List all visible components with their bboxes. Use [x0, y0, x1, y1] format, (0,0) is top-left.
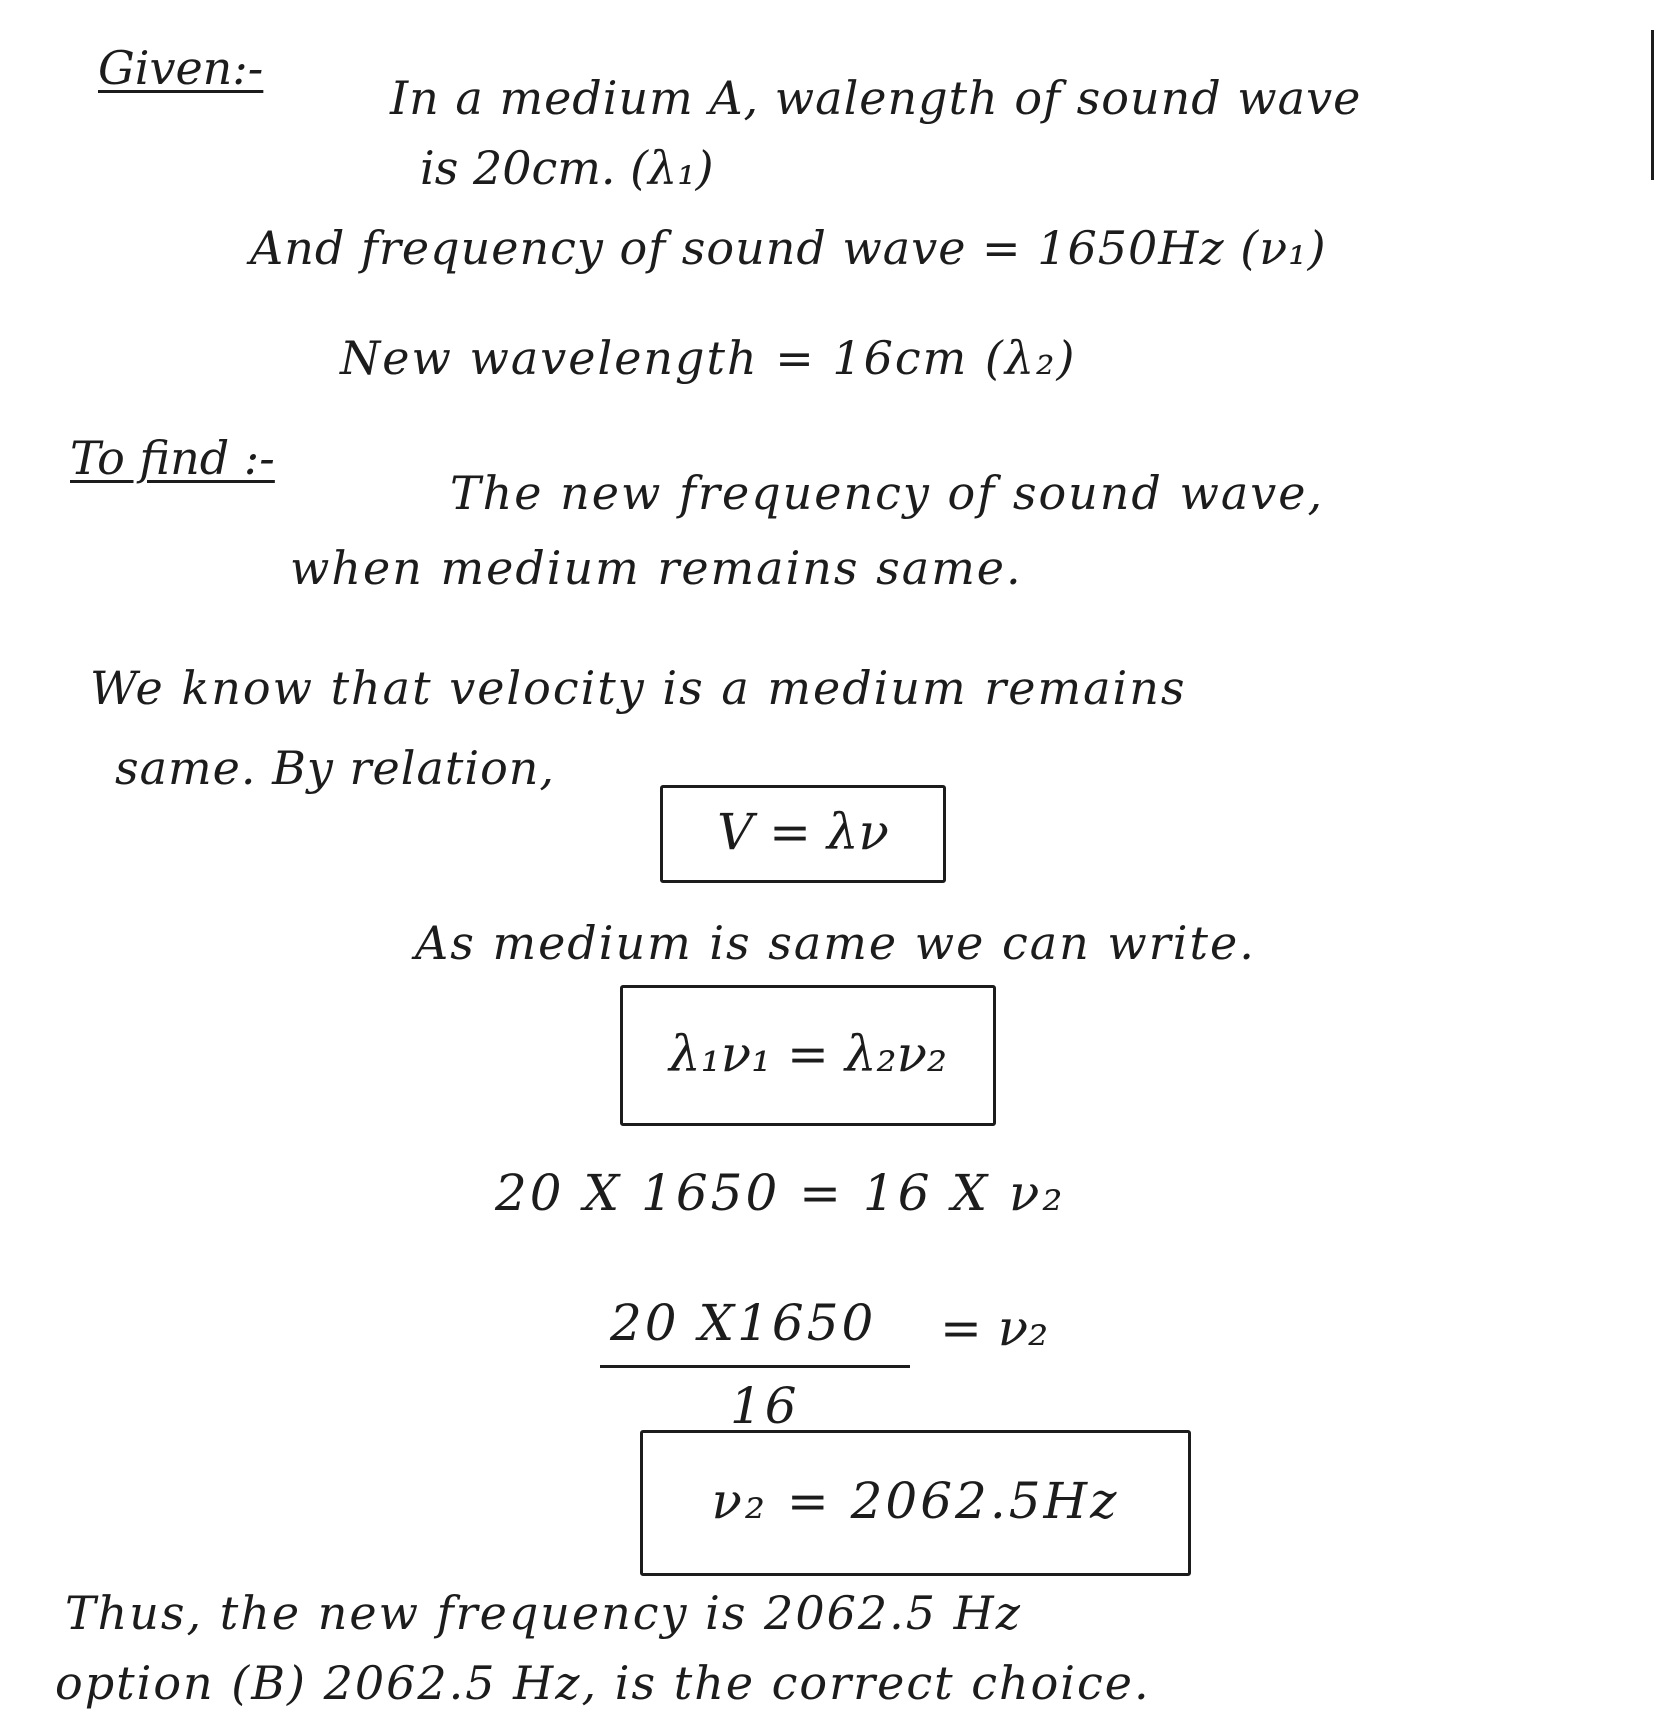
- reasoning-line-1: We know that velocity is a medium remains: [90, 661, 1187, 715]
- relation-text: λ₁ν₁ = λ₂ν₂: [668, 1025, 948, 1083]
- fraction-bar: [600, 1365, 910, 1368]
- to-find-label: To find :-: [70, 431, 275, 485]
- reasoning-line-3: As medium is same we can write.: [415, 916, 1256, 970]
- result-box: [640, 1430, 1191, 1576]
- formula-text: V = λν: [717, 803, 889, 861]
- to-find-line-1: The new frequency of sound wave,: [450, 466, 1325, 520]
- given-line-2: is 20cm. (λ₁): [420, 141, 714, 195]
- result-text: ν₂ = 2062.5Hz: [711, 1472, 1120, 1530]
- fraction-rhs: = ν₂: [940, 1299, 1049, 1357]
- conclusion-line-1: Thus, the new frequency is 2062.5 Hz: [65, 1586, 1022, 1640]
- conclusion-line-2: option (B) 2062.5 Hz, is the correct choice.: [55, 1656, 1151, 1710]
- calc-step-1: 20 X 1650 = 16 X ν₂: [495, 1164, 1066, 1222]
- given-line-3: And frequency of sound wave = 1650Hz (ν₁): [250, 221, 1327, 275]
- fraction-denominator: 16: [730, 1377, 800, 1435]
- to-find-line-2: when medium remains same.: [290, 541, 1023, 595]
- relation-box: [620, 985, 996, 1126]
- given-line-4: New wavelength = 16cm (λ₂): [340, 331, 1077, 385]
- reasoning-line-2: same. By relation,: [115, 741, 556, 795]
- formula-box: [660, 785, 946, 883]
- given-line-1: In a medium A, walength of sound wave: [390, 71, 1362, 125]
- given-label: Given:-: [98, 41, 264, 95]
- fraction-numerator: 20 X1650: [610, 1294, 877, 1352]
